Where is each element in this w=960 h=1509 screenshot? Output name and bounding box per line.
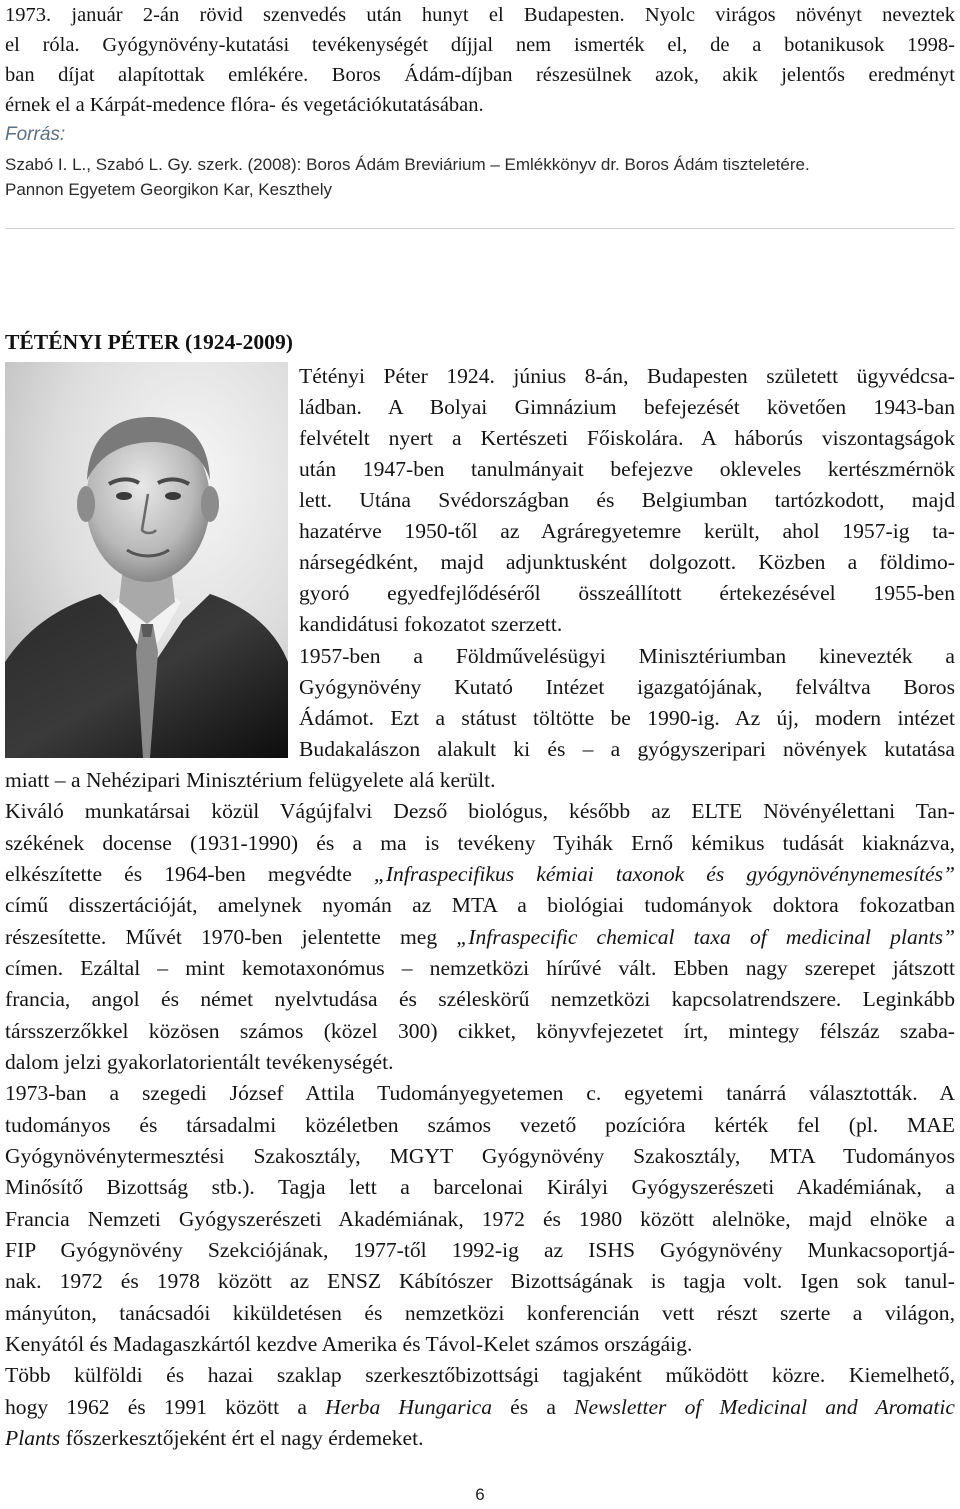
bio-line: 1957-ben a Földművelésügyi Minisztériumban kinevezték a: [299, 644, 955, 668]
source-label: Forrás:: [5, 124, 66, 145]
intro-line: érnek el a Kárpát-medence flóra- és vegetációkutatásában.: [5, 94, 484, 116]
bio-line: Budakalászon alakult ki és – a gyógyszeripari növények kutatása: [299, 737, 955, 761]
bio-line: hazatérve 1950-től az Agráregyetemre került, ahol 1957-ig ta-: [299, 519, 955, 543]
body-line: című disszertációját, amelynek nyomán az MTA a biológiai tudományok doktora fokozatban: [5, 893, 955, 917]
section-divider: [5, 228, 955, 229]
page-number: 6: [475, 1485, 485, 1504]
newsletter-title-cont: Plants: [5, 1426, 61, 1450]
body-line: elkészítette és 1964-ben megvédte „Infraspecifikus kémiai taxonok és gyógynövénynemesítés”: [5, 862, 955, 886]
bio-line: felvételt nyert a Kertészeti Főiskolára. A háborús viszontagságok: [299, 426, 955, 450]
body-line: Kiváló munkatársai közül Vágújfalvi Dezső biológus, később az ELTE Növényélettani Tan-: [5, 799, 955, 823]
bio-line: Ádámot. Ezt a státust töltötte be 1990-ig. Az új, modern intézet: [299, 706, 955, 730]
bio-line: lett. Utána Svédországban és Belgiumban tartózkodott, majd: [299, 488, 955, 512]
body-line: nak. 1972 és 1978 között az ENSZ Kábítószer Bizottságának is tagja volt. Igen sok tanul-: [5, 1269, 955, 1293]
bio-line: ládban. A Bolyai Gimnázium befejezését követően 1943-ban: [299, 395, 955, 419]
body-line: Több külföldi és hazai szaklap szerkesztőbizottsági tagjaként működött közre. Kiemelhető,: [5, 1363, 955, 1387]
source-publisher: Pannon Egyetem Georgikon Kar, Keszthely: [5, 180, 332, 199]
body-line: Gyógynövénytermesztési Szakosztály, MGYT Gyógynövény Szakosztály, MTA Tudományos: [5, 1144, 955, 1168]
body-line: részesítette. Művét 1970-ben jelentette meg „Infraspecific chemical taxa of medicinal plants”: [5, 925, 955, 949]
newsletter-title: Newsletter of Medicinal and Aromatic: [574, 1395, 955, 1419]
body-line: hogy 1962 és 1991 között a Herba Hungarica és a Newsletter of Medicinal and Aromatic: [5, 1395, 955, 1419]
bio-line: gyoró egyedfejlődéséről összeállított értekezésével 1955-ben: [299, 581, 955, 605]
body-line: Kenyától és Madagaszkártól kezdve Amerika és Távol-Kelet számos országáig.: [5, 1332, 693, 1356]
bio-line: Gyógynövény Kutató Intézet igazgatójának, felváltva Boros: [299, 675, 955, 699]
source-citation: Szabó I. L., Szabó L. Gy. szerk. (2008): Boros Ádám Breviárium – Emlékkönyv dr. Boros Ádám tiszteletére.: [5, 155, 810, 174]
body-line: székének docense (1931-1990) és a ma is tevékeny Tyihák Ernő kémikus tudását kiaknázva,: [5, 831, 955, 855]
body-line: Minősítő Bizottság stb.). Tagja lett a barcelonai Királyi Gyógyszerészeti Akadémiának, a: [5, 1175, 955, 1199]
body-line: mányúton, tanácsadói kiküldetésen és nemzetközi konferencián vett részt szerte a világon,: [5, 1301, 955, 1325]
book-title: „Infraspecific chemical taxa of medicinal plants”: [456, 925, 955, 949]
body-line: Plants főszerkesztőjeként ért el nagy érdemeket.: [5, 1426, 424, 1450]
bio-line: nársegédként, majd adjunktusként dolgozott. Közben a földimo-: [299, 550, 955, 574]
section-heading: TÉTÉNYI PÉTER (1924-2009): [5, 330, 293, 354]
body-line: miatt – a Nehézipari Minisztérium felügyelete alá került.: [5, 768, 496, 792]
bio-line: kandidátusi fokozatot szerzett.: [299, 612, 563, 636]
body-line: 1973-ban a szegedi József Attila Tudományegyetemen c. egyetemi tanárrá választották. A: [5, 1081, 955, 1105]
bio-line: után 1947-ben tanulmányait befejezve okleveles kertészmérnök: [299, 457, 955, 481]
body-line: francia, angol és német nyelvtudása és széleskörű nemzetközi kapcsolatrendszere. Leginkább: [5, 987, 955, 1011]
body-line: tudományos és társadalmi közéletben számos vezető pozícióra kérték fel (pl. MAE: [5, 1113, 955, 1137]
bio-line: Tétényi Péter 1924. június 8-án, Budapesten született ügyvédcsa-: [299, 364, 955, 388]
portrait-photo: [5, 362, 288, 758]
body-line: dalom jelzi gyakorlatorientált tevékenységét.: [5, 1050, 394, 1074]
journal-title: Herba Hungarica: [325, 1395, 492, 1419]
intro-line: 1973. január 2-án rövid szenvedés után hunyt el Budapesten. Nyolc virágos növényt neveztek: [5, 4, 955, 26]
dissertation-title: „Infraspecifikus kémiai taxonok és gyógynövénynemesítés”: [373, 862, 955, 886]
intro-line: el róla. Gyógynövény-kutatási tevékenységét díjjal nem ismerték el, de a botanikusok 1998-: [5, 34, 955, 56]
body-line: Francia Nemzeti Gyógyszerészeti Akadémiának, 1972 és 1980 között alelnöke, majd elnöke a: [5, 1207, 955, 1231]
intro-line: ban díjat alapítottak emlékére. Boros Ádám-díjban részesülnek azok, akik jelentős eredményt: [5, 64, 955, 86]
body-line: FIP Gyógynövény Szekciójának, 1977-től 1992-ig az ISHS Gyógynövény Munkacsoportjá-: [5, 1238, 955, 1262]
portrait-icon: [5, 362, 288, 758]
body-line: társszerzőkkel közösen számos (közel 300) cikket, könyvfejezetet írt, mintegy félszáz szaba-: [5, 1019, 955, 1043]
body-line: címen. Ezáltal – mint kemotaxonómus – nemzetközi hírűvé vált. Ebben nagy szerepet játszott: [5, 956, 955, 980]
